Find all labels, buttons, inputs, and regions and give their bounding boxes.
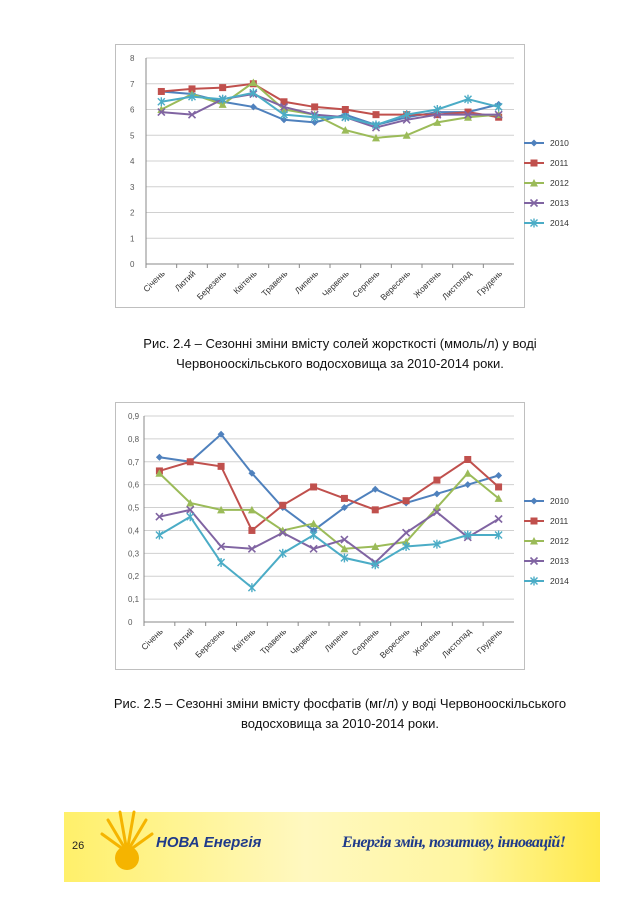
x-tick-label: Жовтень xyxy=(411,268,443,300)
y-tick-label: 4 xyxy=(130,157,135,166)
y-tick-label: 5 xyxy=(130,131,135,141)
data-point-2011 xyxy=(495,483,502,490)
y-tick-label: 7 xyxy=(130,79,135,89)
chart-hardness xyxy=(115,44,569,308)
data-point-2011 xyxy=(342,106,349,113)
data-point-2010 xyxy=(156,454,163,461)
data-point-2011 xyxy=(433,477,440,484)
data-point-2011 xyxy=(219,84,226,91)
y-tick-label: 0,1 xyxy=(128,595,140,605)
data-point-2011 xyxy=(187,458,194,465)
sun-logo-icon xyxy=(92,802,162,872)
legend-marker-2010 xyxy=(531,140,538,147)
data-point-2010 xyxy=(464,481,471,488)
data-point-2010 xyxy=(433,490,440,497)
data-point-2014 xyxy=(187,512,194,521)
x-tick-label: Лютий xyxy=(170,626,196,652)
data-point-2011 xyxy=(279,502,286,509)
y-tick-label: 0,6 xyxy=(128,480,140,490)
caption-fig-2-4-line1: Рис. 2.4 – Сезонні зміни вмісту солей жорсткості (ммоль/л) у воді xyxy=(143,336,537,351)
x-tick-label: Травень xyxy=(259,268,290,299)
x-tick-label: Листопад xyxy=(439,626,474,660)
x-tick-label: Серпень xyxy=(350,268,382,300)
legend-label: 2014 xyxy=(550,218,569,228)
y-tick-label: 1 xyxy=(130,234,135,244)
y-tick-label: 8 xyxy=(130,54,135,63)
y-tick-label: 2 xyxy=(130,208,135,218)
x-tick-label: Квітень xyxy=(229,626,258,654)
data-point-2013 xyxy=(495,516,502,523)
legend-marker-2011 xyxy=(531,518,538,525)
data-point-2012 xyxy=(464,469,472,477)
y-tick-label: 0,2 xyxy=(128,572,140,582)
data-point-2014 xyxy=(248,583,255,592)
y-tick-label: 0,4 xyxy=(128,526,140,536)
x-tick-label: Січень xyxy=(141,268,167,295)
x-tick-label: Листопад xyxy=(439,268,474,302)
chart-phosphates xyxy=(115,402,569,670)
x-tick-label: Вересень xyxy=(378,268,413,303)
legend-label: 2010 xyxy=(550,138,569,148)
data-point-2014 xyxy=(310,531,317,540)
y-tick-label: 0 xyxy=(128,618,133,627)
x-tick-label: Серпень xyxy=(349,626,381,658)
data-point-2011 xyxy=(341,495,348,502)
logo-text: НОВА Енергія xyxy=(156,834,262,851)
data-point-2011 xyxy=(403,497,410,504)
chart-hardness-svg xyxy=(116,45,569,307)
legend-label: 2013 xyxy=(550,556,569,566)
x-tick-label: Липень xyxy=(322,626,350,654)
y-tick-label: 0,8 xyxy=(128,434,140,444)
data-point-2011 xyxy=(158,88,165,95)
legend-label: 2010 xyxy=(550,496,569,506)
legend-label: 2013 xyxy=(550,198,569,208)
y-tick-label: 0,5 xyxy=(128,503,140,513)
data-point-2014 xyxy=(156,531,163,540)
data-point-2014 xyxy=(218,558,225,567)
data-point-2010 xyxy=(495,472,502,479)
data-point-2011 xyxy=(373,111,380,118)
legend-label: 2011 xyxy=(550,516,569,526)
data-point-2011 xyxy=(248,527,255,534)
legend-label: 2012 xyxy=(550,536,569,546)
y-tick-label: 0,9 xyxy=(128,412,140,421)
legend-marker-2011 xyxy=(531,160,538,167)
data-point-2011 xyxy=(310,483,317,490)
x-tick-label: Квітень xyxy=(231,268,259,296)
x-tick-label: Грудень xyxy=(474,626,504,656)
y-tick-label: 6 xyxy=(130,105,135,115)
x-tick-label: Червень xyxy=(288,626,319,658)
x-tick-label: Березень xyxy=(194,268,229,302)
legend-label: 2012 xyxy=(550,178,569,188)
y-tick-label: 0,7 xyxy=(128,457,140,467)
legend-label: 2014 xyxy=(550,576,569,586)
series-line-2010 xyxy=(159,434,498,530)
x-tick-label: Вересень xyxy=(377,626,412,661)
series-line-2014 xyxy=(159,517,498,588)
data-point-2011 xyxy=(372,506,379,513)
legend-marker-2010 xyxy=(531,498,538,505)
x-tick-label: Липень xyxy=(292,268,321,296)
x-tick-label: Лютий xyxy=(172,268,198,294)
legend-label: 2011 xyxy=(550,158,569,168)
caption-fig-2-5 xyxy=(90,694,590,734)
chart-phosphates-svg xyxy=(116,403,569,669)
series-line-2012 xyxy=(161,82,498,137)
caption-fig-2-4-line2: Червонооскільського водосховища за 2010-2014 роки. xyxy=(176,356,504,371)
y-tick-label: 0 xyxy=(130,260,135,269)
x-tick-label: Січень xyxy=(139,626,165,653)
footer-banner xyxy=(64,812,600,882)
caption-fig-2-5-line1: Рис. 2.5 – Сезонні зміни вмісту фосфатів (мг/л) у воді Червонооскільського xyxy=(113,696,567,711)
x-tick-label: Червень xyxy=(320,268,351,300)
data-point-2011 xyxy=(218,463,225,470)
x-tick-label: Жовтень xyxy=(410,626,443,658)
y-tick-label: 0,3 xyxy=(128,549,140,559)
data-point-2011 xyxy=(311,103,318,110)
x-tick-label: Березень xyxy=(193,626,227,660)
data-point-2011 xyxy=(464,456,471,463)
caption-fig-2-5-line2: водосховища за 2010-2014 роки. xyxy=(241,716,439,731)
caption-fig-2-4 xyxy=(100,334,580,374)
page-number: 26 xyxy=(72,840,85,852)
x-tick-label: Травень xyxy=(258,626,289,657)
footer-slogan: Енергія змін, позитиву, інновацій! xyxy=(342,834,566,851)
x-tick-label: Грудень xyxy=(474,268,505,298)
y-tick-label: 3 xyxy=(130,182,135,192)
